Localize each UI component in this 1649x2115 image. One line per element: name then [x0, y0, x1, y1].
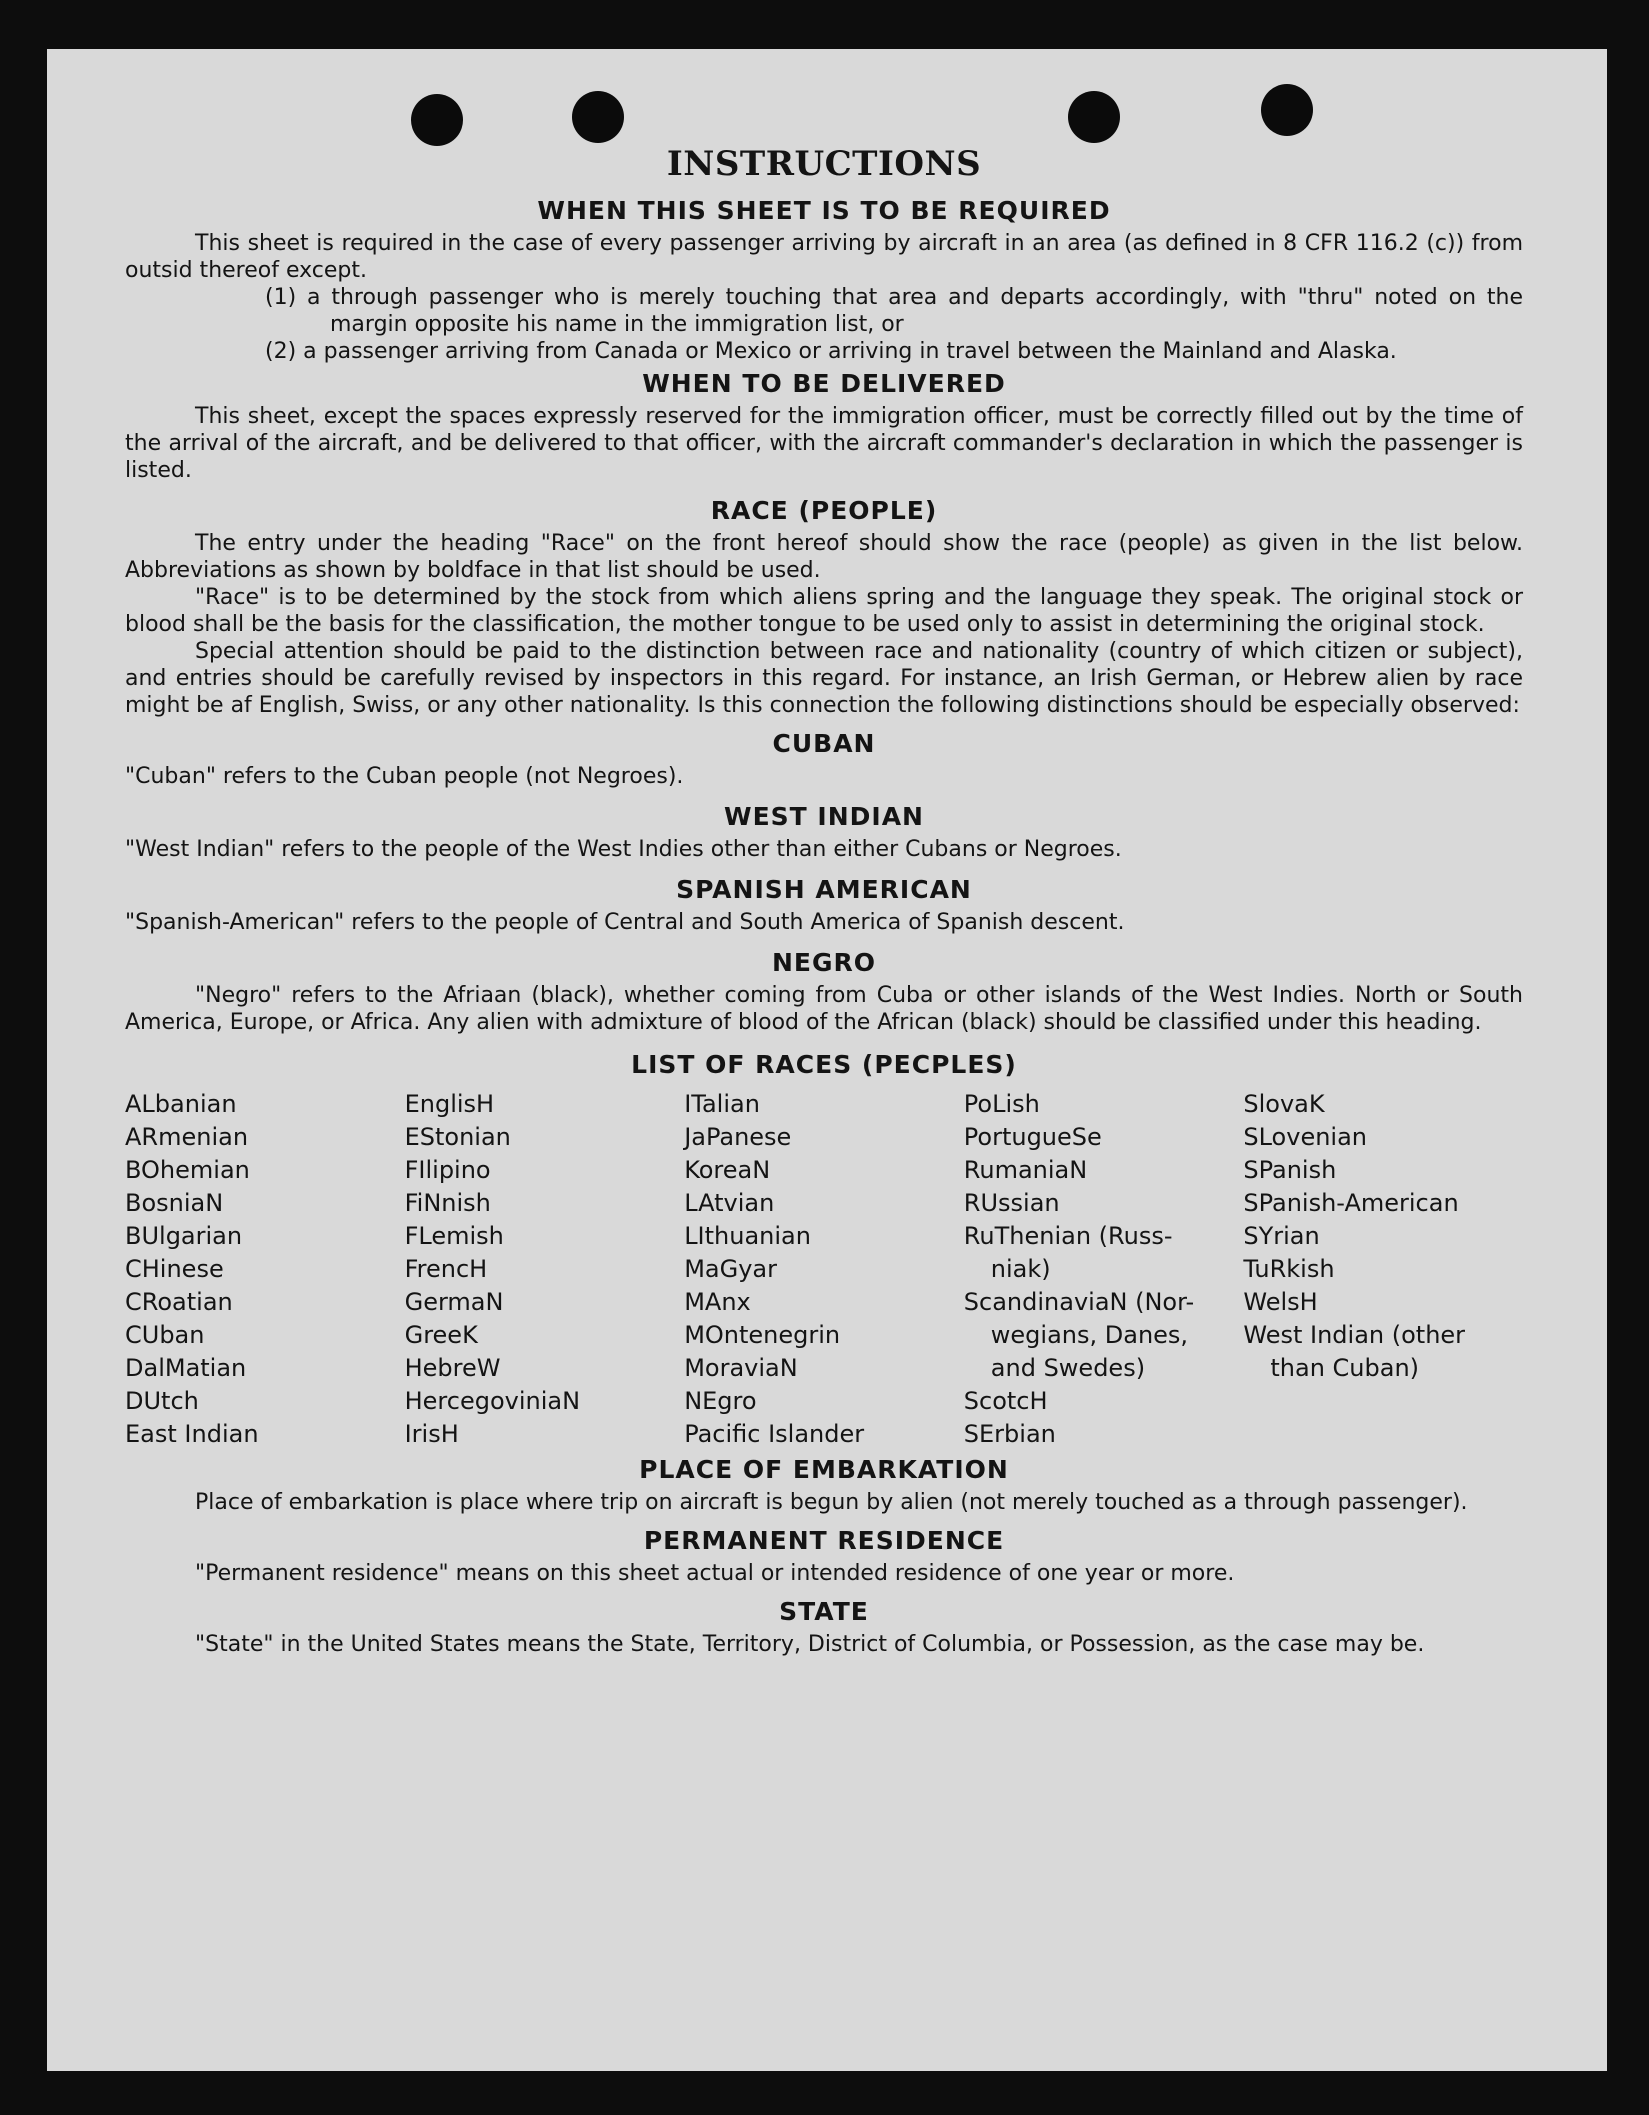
- race-item: LIthuanian: [684, 1222, 811, 1250]
- race-item: ScotcH: [963, 1387, 1048, 1415]
- race-item: FrencH: [404, 1255, 488, 1283]
- punch-hole: [411, 94, 463, 146]
- race-item: West Indian (other: [1243, 1321, 1466, 1349]
- page-title: INSTRUCTIONS: [666, 144, 982, 184]
- races-column: [1243, 1088, 1523, 1451]
- race-item: MoraviaN: [684, 1354, 798, 1382]
- race-item: MAnx: [684, 1288, 751, 1316]
- section-heading: NEGRO: [771, 948, 877, 977]
- race-item: East Indian: [125, 1420, 259, 1448]
- list-item: (1) a through passenger who is merely touching that area and departs accordingly, with "thru" noted on the margin opposite his name in the immigration list, or: [265, 285, 1523, 337]
- races-column: [125, 1088, 405, 1451]
- race-item: IrisH: [404, 1420, 459, 1448]
- section-heading: WHEN TO BE DELIVERED: [642, 369, 1006, 398]
- races-column: [964, 1088, 1244, 1451]
- races-list: [125, 1088, 1523, 1451]
- race-item: TuRkish: [1243, 1255, 1335, 1283]
- section-heading: PLACE OF EMBARKATION: [639, 1455, 1009, 1484]
- race-item: PoLish: [963, 1090, 1040, 1118]
- race-item: KoreaN: [684, 1156, 771, 1184]
- punch-hole: [572, 91, 624, 143]
- race-item: HercegoviniaN: [404, 1387, 581, 1415]
- races-column: [684, 1088, 964, 1451]
- paragraph: "Race" is to be determined by the stock from which aliens spring and the language they speak. The original stock or blood shall be the basis for the classification, the mother tongue to be used only to assist in determining the original stock.: [125, 585, 1523, 637]
- paragraph: This sheet is required in the case of every passenger arriving by aircraft in an area (as defined in 8 CFR 116.2 (c)) from outsid thereof except.: [125, 231, 1523, 283]
- race-item: DUtch: [125, 1387, 199, 1415]
- paragraph: "West Indian" refers to the people of the West Indies other than either Cubans or Negroes.: [125, 837, 1122, 862]
- race-item: RUssian: [963, 1189, 1060, 1217]
- section-heading: CUBAN: [772, 729, 876, 758]
- paragraph: Special attention should be paid to the distinction between race and nationality (country of which citizen or subject), and entries should be carefully revised by inspectors in this regard. For instance, an Irish German, or Hebrew alien by race might be af English, Swiss, or any other nationality. Is this connection the following distinctions should be especially observed:: [125, 639, 1523, 718]
- list-item: (2) a passenger arriving from Canada or Mexico or arriving in travel between the Mainland and Alaska.: [265, 339, 1397, 364]
- race-item: than Cuban): [1270, 1354, 1420, 1382]
- race-item: ITalian: [684, 1090, 760, 1118]
- race-item: SPanish-American: [1243, 1189, 1459, 1217]
- race-item: ARmenian: [125, 1123, 249, 1151]
- race-item: and Swedes): [990, 1354, 1146, 1382]
- race-item: RumaniaN: [963, 1156, 1088, 1184]
- race-item: Pacific Islander: [684, 1420, 865, 1448]
- race-item: BOhemian: [125, 1156, 250, 1184]
- paragraph: Place of embarkation is place where trip on aircraft is begun by alien (not merely touched as a through passenger).: [195, 1490, 1468, 1515]
- paragraph: "Permanent residence" means on this sheet actual or intended residence of one year or more.: [195, 1561, 1235, 1586]
- race-item: PortugueSe: [963, 1123, 1102, 1151]
- race-item: ScandinaviaN (Nor-: [963, 1288, 1195, 1316]
- race-item: SErbian: [963, 1420, 1056, 1448]
- section-heading: PERMANENT RESIDENCE: [643, 1526, 1005, 1555]
- race-item: EStonian: [404, 1123, 511, 1151]
- race-item: BosniaN: [125, 1189, 224, 1217]
- race-item: niak): [990, 1255, 1051, 1283]
- section-heading: STATE: [779, 1597, 869, 1626]
- section-heading: WHEN THIS SHEET IS TO BE REQUIRED: [537, 196, 1111, 225]
- race-item: MaGyar: [684, 1255, 777, 1283]
- race-item: wegians, Danes,: [990, 1321, 1189, 1349]
- paragraph: "Cuban" refers to the Cuban people (not Negroes).: [125, 764, 684, 789]
- race-item: SYrian: [1243, 1222, 1320, 1250]
- race-item: DalMatian: [125, 1354, 247, 1382]
- race-item: CHinese: [125, 1255, 224, 1283]
- paragraph: "State" in the United States means the State, Territory, District of Columbia, or Possession, as the case may be.: [195, 1632, 1425, 1657]
- punch-hole: [1261, 84, 1313, 136]
- races-column: [405, 1088, 685, 1451]
- race-item: CUban: [125, 1321, 205, 1349]
- section-heading: LIST OF RACES (PECPLES): [631, 1050, 1017, 1079]
- race-item: NEgro: [684, 1387, 757, 1415]
- punch-hole: [1068, 91, 1120, 143]
- race-item: GreeK: [404, 1321, 478, 1349]
- race-item: RuThenian (Russ-: [963, 1222, 1173, 1250]
- race-item: SlovaK: [1243, 1090, 1325, 1118]
- race-item: BUlgarian: [125, 1222, 243, 1250]
- race-item: FLemish: [404, 1222, 504, 1250]
- race-item: JaPanese: [684, 1123, 792, 1151]
- race-item: SPanish: [1243, 1156, 1337, 1184]
- paragraph: "Spanish-American" refers to the people of Central and South America of Spanish descent.: [125, 910, 1125, 935]
- race-item: SLovenian: [1243, 1123, 1368, 1151]
- race-item: ALbanian: [125, 1090, 237, 1118]
- race-item: LAtvian: [684, 1189, 775, 1217]
- instructions-content: [125, 144, 1523, 1658]
- race-item: CRoatian: [125, 1288, 233, 1316]
- race-item: GermaN: [404, 1288, 504, 1316]
- race-item: WelsH: [1243, 1288, 1318, 1316]
- paragraph: "Negro" refers to the Afriaan (black), whether coming from Cuba or other islands of the West Indies. North or South America, Europe, or Africa. Any alien with admixture of blood of the African (black) should be classified under this heading.: [125, 983, 1523, 1035]
- race-item: EnglisH: [404, 1090, 495, 1118]
- paragraph: The entry under the heading "Race" on the front hereof should show the race (people) as given in the list below. Abbreviations as shown by boldface in that list should be used.: [125, 531, 1523, 583]
- section-heading: RACE (PEOPLE): [710, 496, 938, 525]
- race-item: FiNnish: [404, 1189, 491, 1217]
- race-item: MOntenegrin: [684, 1321, 841, 1349]
- section-heading: SPANISH AMERICAN: [676, 875, 972, 904]
- paragraph: This sheet, except the spaces expressly reserved for the immigration officer, must be correctly filled out by the time of the arrival of the aircraft, and be delivered to that officer, with the aircraft commander's declaration in which the passenger is listed.: [125, 404, 1523, 483]
- race-item: HebreW: [404, 1354, 501, 1382]
- section-heading: WEST INDIAN: [724, 802, 924, 831]
- race-item: FIlipino: [404, 1156, 491, 1184]
